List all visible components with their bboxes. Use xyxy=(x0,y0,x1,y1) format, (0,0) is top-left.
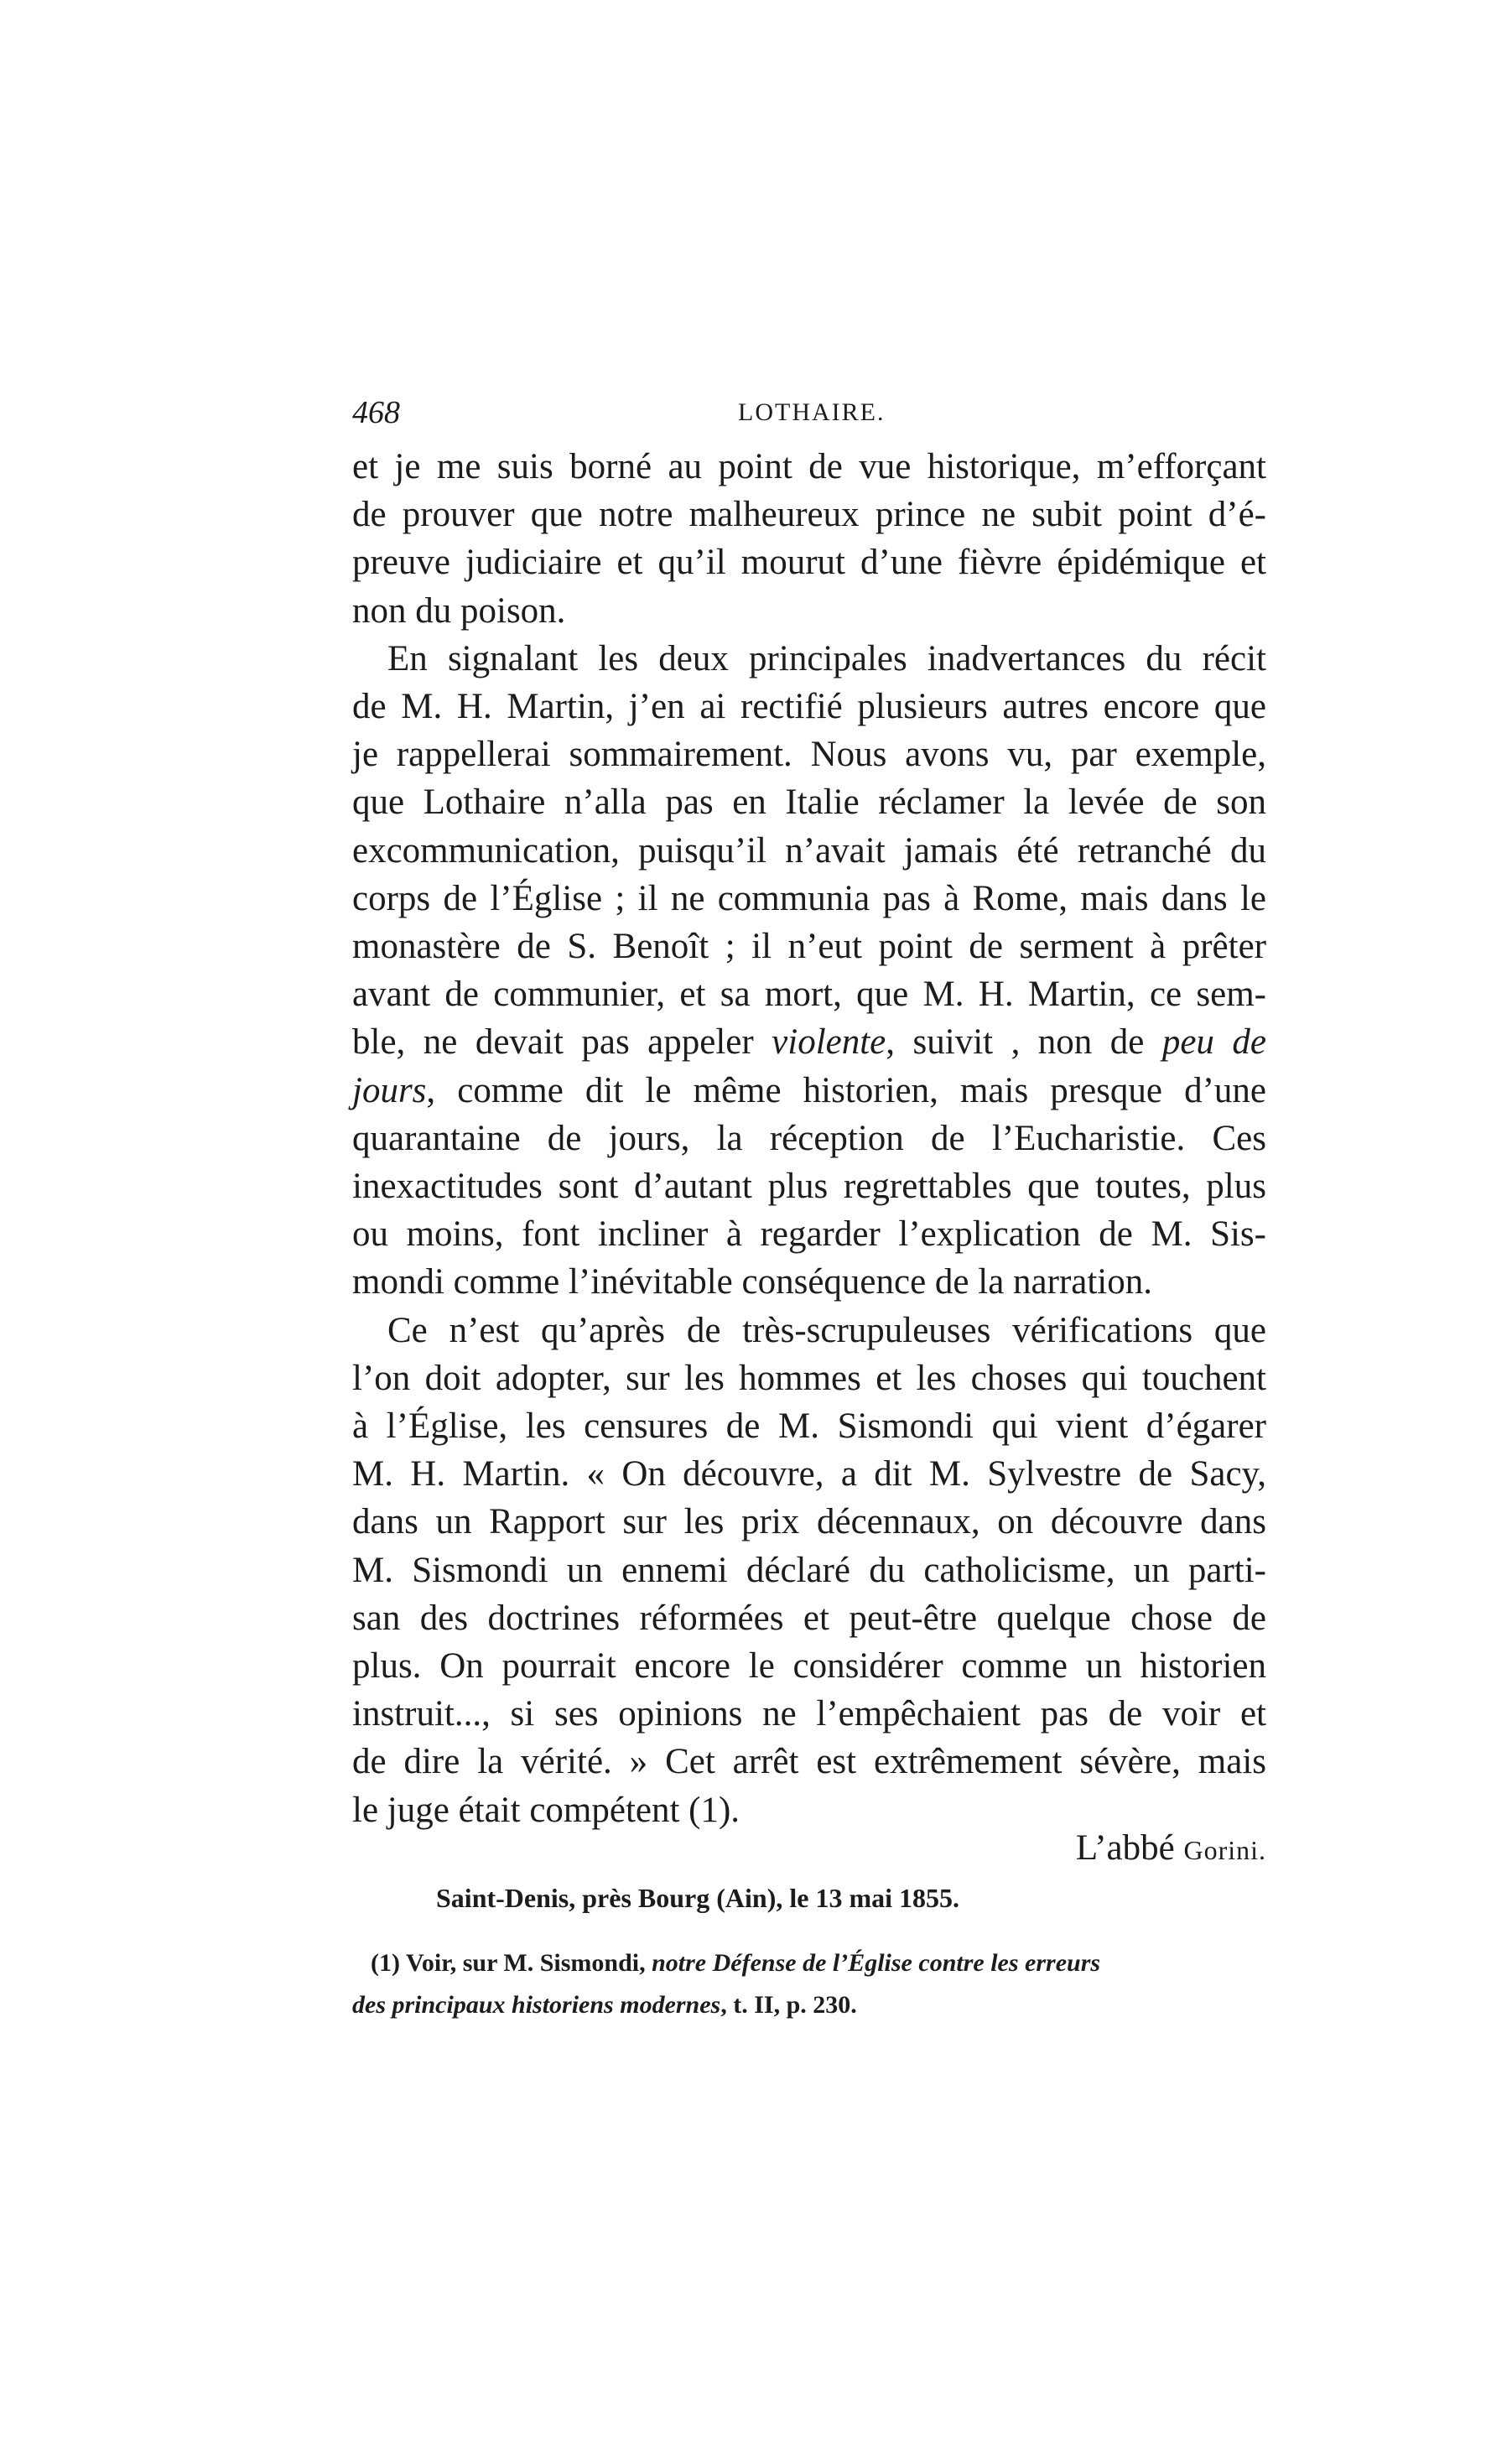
text-line: instruit..., si ses opinions ne l’empêchaient pas de voir et xyxy=(352,1694,1266,1734)
footnote-line xyxy=(352,1942,1266,1984)
text-line-mixed xyxy=(352,1018,1266,1066)
text-line: M. H. Martin. « On découvre, a dit M. Sylvestre de Sacy, xyxy=(352,1454,1266,1495)
text-line: l’on doit adopter, sur les hommes et les choses qui touchent xyxy=(352,1358,1266,1398)
page-number: 468 xyxy=(352,395,400,430)
italic-run: notre Défense de l’Église contre les erreurs xyxy=(652,1949,1101,1977)
text-line: plus. On pourrait encore le considérer comme un historien xyxy=(352,1646,1266,1687)
text-run: ble, ne devait pas appeler xyxy=(352,1022,772,1063)
footnote-line xyxy=(352,1984,1266,2026)
text-line: de dire la vérité. » Cet arrêt est extrêmement sévère, mais xyxy=(352,1742,1266,1782)
paragraph-1 xyxy=(352,443,1266,635)
body-text xyxy=(352,443,1266,1834)
text-line: M. Sismondi un ennemi déclaré du catholicisme, un parti- xyxy=(352,1550,1266,1590)
italic-run: peu de xyxy=(1161,1022,1266,1063)
italic-run: violente xyxy=(772,1022,886,1063)
text-line: preuve judiciaire et qu’il mourut d’une fièvre épidémique et xyxy=(352,543,1266,583)
text-line: san des doctrines réformées et peut-être quelque chose de xyxy=(352,1598,1266,1638)
paragraph-3 xyxy=(352,1307,1266,1834)
text-line: corps de l’Église ; il ne communia pas à Rome, mais dans le xyxy=(352,878,1266,918)
text-line: dans un Rapport sur les prix décennaux, on découvre dans xyxy=(352,1502,1266,1542)
text-line: de prouver que notre malheureux prince ne subit point d’é- xyxy=(352,495,1266,535)
signature-prefix: L’abbé xyxy=(1075,1828,1184,1868)
footnote xyxy=(352,1942,1266,2026)
text-run: (1) Voir, sur M. Sismondi, xyxy=(371,1949,652,1977)
text-line: avant de communier, et sa mort, que M. H. Martin, ce sem- xyxy=(352,975,1266,1015)
text-line: à l’Église, les censures de M. Sismondi qui vient d’égarer xyxy=(352,1406,1266,1447)
text-run: , suivit , non de xyxy=(886,1022,1162,1063)
text-line: monastère de S. Benoît ; il n’eut point de serment à prêter xyxy=(352,927,1266,967)
place-date: Saint-Denis, près Bourg (Ain), le 13 mai 1855. xyxy=(436,1883,959,1913)
italic-run: des principaux historiens modernes xyxy=(352,1991,721,2019)
text-line-mixed xyxy=(352,1067,1266,1115)
text-line: et je me suis borné au point de vue historique, m’efforçant xyxy=(352,447,1266,486)
text-line: que Lothaire n’alla pas en Italie réclamer la levée de son xyxy=(352,782,1266,823)
text-line: le juge était compétent (1). xyxy=(352,1790,740,1830)
text-line: Ce n’est qu’après de très-scrupuleuses vérifications que xyxy=(387,1310,1266,1350)
text-line: mondi comme l’inévitable conséquence de la narration. xyxy=(352,1262,1152,1302)
text-run: , comme dit le même historien, mais presque d’une xyxy=(426,1070,1266,1110)
paragraph-2 xyxy=(352,635,1266,1307)
signature xyxy=(352,1823,1266,1874)
text-line: non du poison. xyxy=(352,590,566,631)
italic-run: jours xyxy=(352,1070,427,1110)
text-line: ou moins, font incliner à regarder l’explication de M. Sis- xyxy=(352,1214,1266,1255)
text-line: de M. H. Martin, j’en ai rectifié plusieurs autres encore que xyxy=(352,687,1266,727)
text-line: En signalant les deux principales inadvertances du récit xyxy=(387,638,1266,678)
signature-name: Gorini. xyxy=(1183,1835,1266,1865)
text-line: excommunication, puisqu’il n’avait jamais été retranché du xyxy=(352,830,1266,871)
text-run: , t. II, p. 230. xyxy=(720,1991,857,2019)
running-head: LOTHAIRE. xyxy=(738,398,886,426)
page-header xyxy=(352,387,1266,438)
text-line: quarantaine de jours, la réception de l’Eucharistie. Ces xyxy=(352,1118,1266,1158)
text-line: inexactitudes sont d’autant plus regrettables que toutes, plus xyxy=(352,1167,1266,1207)
text-line: je rappellerai sommairement. Nous avons vu, par exemple, xyxy=(352,735,1266,775)
